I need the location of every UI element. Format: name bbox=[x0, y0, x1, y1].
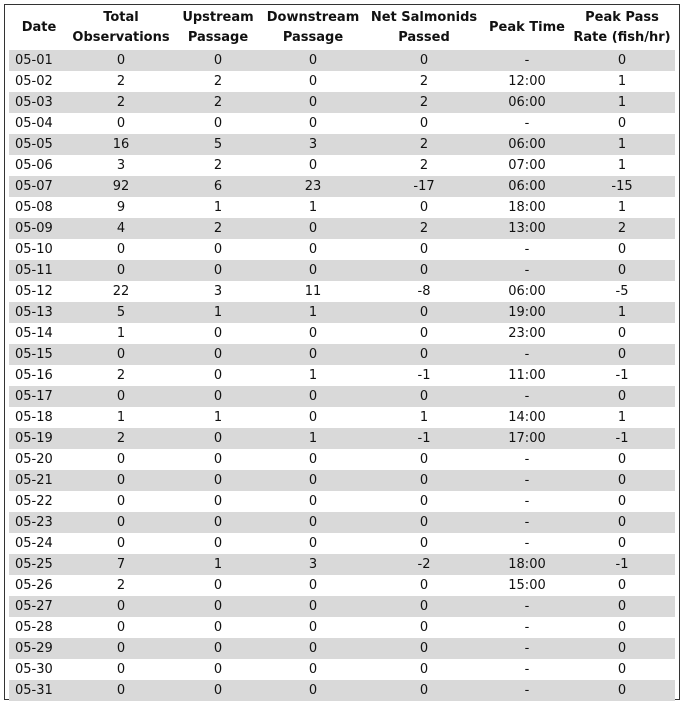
cell-peak-pass-rate: 0 bbox=[569, 575, 675, 596]
cell-upstream-passage: 0 bbox=[173, 344, 263, 365]
cell-peak-time: 06:00 bbox=[485, 281, 569, 302]
cell-date: 05-14 bbox=[9, 323, 69, 344]
cell-upstream-passage: 0 bbox=[173, 680, 263, 701]
cell-net-salmonids: -1 bbox=[363, 428, 485, 449]
table-row bbox=[9, 407, 675, 428]
cell-upstream-passage: 2 bbox=[173, 218, 263, 239]
cell-peak-pass-rate: 0 bbox=[569, 344, 675, 365]
cell-total-observations: 92 bbox=[69, 176, 173, 197]
cell-downstream-passage: 0 bbox=[263, 533, 363, 554]
header-total-observations bbox=[69, 6, 173, 50]
cell-downstream-passage: 0 bbox=[263, 260, 363, 281]
cell-downstream-passage: 0 bbox=[263, 512, 363, 533]
cell-total-observations: 2 bbox=[69, 71, 173, 92]
header-upstream-line1: Upstream bbox=[182, 10, 254, 25]
table-row bbox=[9, 155, 675, 176]
cell-total-observations: 2 bbox=[69, 92, 173, 113]
header-rate-line2: Rate (fish/hr) bbox=[573, 30, 671, 45]
cell-peak-pass-rate: -1 bbox=[569, 365, 675, 386]
cell-peak-pass-rate: 0 bbox=[569, 470, 675, 491]
cell-peak-time: - bbox=[485, 260, 569, 281]
cell-downstream-passage: 0 bbox=[263, 92, 363, 113]
cell-date: 05-19 bbox=[9, 428, 69, 449]
cell-peak-pass-rate: 1 bbox=[569, 302, 675, 323]
cell-peak-pass-rate: 0 bbox=[569, 617, 675, 638]
cell-total-observations: 2 bbox=[69, 575, 173, 596]
cell-downstream-passage: 0 bbox=[263, 575, 363, 596]
cell-downstream-passage: 0 bbox=[263, 50, 363, 71]
cell-downstream-passage: 3 bbox=[263, 134, 363, 155]
cell-upstream-passage: 1 bbox=[173, 407, 263, 428]
cell-peak-pass-rate: 0 bbox=[569, 239, 675, 260]
cell-peak-time: 06:00 bbox=[485, 134, 569, 155]
cell-peak-pass-rate: 0 bbox=[569, 638, 675, 659]
cell-total-observations: 0 bbox=[69, 596, 173, 617]
cell-peak-pass-rate: 1 bbox=[569, 407, 675, 428]
header-date-label: Date bbox=[21, 20, 57, 35]
cell-date: 05-25 bbox=[9, 554, 69, 575]
cell-upstream-passage: 1 bbox=[173, 554, 263, 575]
cell-peak-pass-rate: 0 bbox=[569, 260, 675, 281]
header-net-line1: Net Salmonids bbox=[370, 10, 478, 25]
cell-downstream-passage: 1 bbox=[263, 302, 363, 323]
cell-peak-time: - bbox=[485, 449, 569, 470]
cell-peak-time: 06:00 bbox=[485, 176, 569, 197]
cell-downstream-passage: 0 bbox=[263, 596, 363, 617]
cell-net-salmonids: 0 bbox=[363, 533, 485, 554]
cell-upstream-passage: 2 bbox=[173, 92, 263, 113]
cell-peak-time: - bbox=[485, 680, 569, 701]
cell-total-observations: 22 bbox=[69, 281, 173, 302]
table-row bbox=[9, 113, 675, 134]
cell-net-salmonids: 0 bbox=[363, 638, 485, 659]
cell-date: 05-01 bbox=[9, 50, 69, 71]
cell-upstream-passage: 3 bbox=[173, 281, 263, 302]
cell-net-salmonids: 0 bbox=[363, 344, 485, 365]
header-peak-pass-rate bbox=[569, 6, 675, 50]
cell-downstream-passage: 0 bbox=[263, 638, 363, 659]
header-downstream-passage bbox=[263, 6, 363, 50]
cell-downstream-passage: 0 bbox=[263, 323, 363, 344]
cell-total-observations: 0 bbox=[69, 344, 173, 365]
cell-net-salmonids: 2 bbox=[363, 71, 485, 92]
cell-total-observations: 0 bbox=[69, 491, 173, 512]
cell-net-salmonids: -8 bbox=[363, 281, 485, 302]
cell-peak-pass-rate: -15 bbox=[569, 176, 675, 197]
cell-date: 05-27 bbox=[9, 596, 69, 617]
cell-upstream-passage: 0 bbox=[173, 323, 263, 344]
cell-upstream-passage: 0 bbox=[173, 365, 263, 386]
cell-peak-time: - bbox=[485, 50, 569, 71]
cell-peak-pass-rate: 0 bbox=[569, 680, 675, 701]
cell-net-salmonids: 0 bbox=[363, 680, 485, 701]
cell-upstream-passage: 0 bbox=[173, 449, 263, 470]
cell-upstream-passage: 6 bbox=[173, 176, 263, 197]
cell-peak-time: 15:00 bbox=[485, 575, 569, 596]
cell-peak-pass-rate: -1 bbox=[569, 554, 675, 575]
cell-upstream-passage: 0 bbox=[173, 659, 263, 680]
table-row bbox=[9, 386, 675, 407]
cell-peak-pass-rate: 0 bbox=[569, 659, 675, 680]
table-row bbox=[9, 491, 675, 512]
header-date bbox=[9, 6, 69, 50]
cell-upstream-passage: 0 bbox=[173, 491, 263, 512]
cell-net-salmonids: 0 bbox=[363, 491, 485, 512]
cell-net-salmonids: 0 bbox=[363, 50, 485, 71]
cell-downstream-passage: 0 bbox=[263, 659, 363, 680]
passage-table bbox=[9, 6, 675, 701]
table-row bbox=[9, 260, 675, 281]
cell-total-observations: 0 bbox=[69, 50, 173, 71]
cell-net-salmonids: 0 bbox=[363, 323, 485, 344]
cell-date: 05-04 bbox=[9, 113, 69, 134]
cell-upstream-passage: 0 bbox=[173, 638, 263, 659]
cell-total-observations: 0 bbox=[69, 449, 173, 470]
cell-date: 05-20 bbox=[9, 449, 69, 470]
cell-total-observations: 0 bbox=[69, 680, 173, 701]
cell-peak-pass-rate: 0 bbox=[569, 512, 675, 533]
cell-downstream-passage: 0 bbox=[263, 386, 363, 407]
header-peak-time-label: Peak Time bbox=[489, 20, 565, 35]
cell-peak-pass-rate: 0 bbox=[569, 386, 675, 407]
cell-net-salmonids: 0 bbox=[363, 197, 485, 218]
cell-date: 05-11 bbox=[9, 260, 69, 281]
cell-upstream-passage: 1 bbox=[173, 302, 263, 323]
table-row bbox=[9, 365, 675, 386]
cell-downstream-passage: 0 bbox=[263, 218, 363, 239]
cell-date: 05-31 bbox=[9, 680, 69, 701]
cell-total-observations: 0 bbox=[69, 533, 173, 554]
cell-date: 05-07 bbox=[9, 176, 69, 197]
table-row bbox=[9, 638, 675, 659]
header-net-salmonids bbox=[363, 6, 485, 50]
table-row bbox=[9, 680, 675, 701]
cell-net-salmonids: 0 bbox=[363, 659, 485, 680]
cell-total-observations: 1 bbox=[69, 323, 173, 344]
table-body bbox=[9, 50, 675, 701]
cell-peak-pass-rate: 1 bbox=[569, 71, 675, 92]
cell-downstream-passage: 0 bbox=[263, 617, 363, 638]
cell-total-observations: 3 bbox=[69, 155, 173, 176]
table-row bbox=[9, 512, 675, 533]
table-row bbox=[9, 323, 675, 344]
cell-peak-pass-rate: 0 bbox=[569, 50, 675, 71]
cell-peak-time: - bbox=[485, 596, 569, 617]
header-total-line2: Observations bbox=[72, 30, 170, 45]
cell-peak-time: 14:00 bbox=[485, 407, 569, 428]
cell-net-salmonids: 0 bbox=[363, 260, 485, 281]
cell-net-salmonids: 0 bbox=[363, 239, 485, 260]
cell-total-observations: 0 bbox=[69, 113, 173, 134]
cell-net-salmonids: 0 bbox=[363, 113, 485, 134]
table-row bbox=[9, 197, 675, 218]
table-row bbox=[9, 302, 675, 323]
cell-total-observations: 2 bbox=[69, 428, 173, 449]
cell-date: 05-12 bbox=[9, 281, 69, 302]
cell-net-salmonids: -17 bbox=[363, 176, 485, 197]
table-header bbox=[9, 6, 675, 50]
cell-upstream-passage: 5 bbox=[173, 134, 263, 155]
cell-upstream-passage: 0 bbox=[173, 470, 263, 491]
cell-total-observations: 0 bbox=[69, 260, 173, 281]
cell-net-salmonids: 2 bbox=[363, 218, 485, 239]
cell-peak-time: - bbox=[485, 470, 569, 491]
cell-upstream-passage: 0 bbox=[173, 596, 263, 617]
cell-peak-time: - bbox=[485, 659, 569, 680]
table-row bbox=[9, 554, 675, 575]
cell-upstream-passage: 0 bbox=[173, 512, 263, 533]
table-row bbox=[9, 50, 675, 71]
cell-net-salmonids: -2 bbox=[363, 554, 485, 575]
cell-net-salmonids: 0 bbox=[363, 470, 485, 491]
cell-upstream-passage: 0 bbox=[173, 617, 263, 638]
table-row bbox=[9, 92, 675, 113]
cell-peak-time: 23:00 bbox=[485, 323, 569, 344]
cell-peak-time: - bbox=[485, 638, 569, 659]
cell-total-observations: 7 bbox=[69, 554, 173, 575]
cell-peak-time: - bbox=[485, 533, 569, 554]
cell-date: 05-23 bbox=[9, 512, 69, 533]
cell-date: 05-18 bbox=[9, 407, 69, 428]
table-row bbox=[9, 134, 675, 155]
cell-peak-time: 19:00 bbox=[485, 302, 569, 323]
table-row bbox=[9, 344, 675, 365]
cell-peak-time: - bbox=[485, 113, 569, 134]
table-row bbox=[9, 281, 675, 302]
cell-date: 05-16 bbox=[9, 365, 69, 386]
cell-peak-pass-rate: 0 bbox=[569, 113, 675, 134]
cell-peak-time: 18:00 bbox=[485, 554, 569, 575]
cell-net-salmonids: 0 bbox=[363, 575, 485, 596]
cell-net-salmonids: 2 bbox=[363, 92, 485, 113]
cell-peak-pass-rate: 0 bbox=[569, 491, 675, 512]
table-row bbox=[9, 449, 675, 470]
cell-downstream-passage: 11 bbox=[263, 281, 363, 302]
cell-upstream-passage: 0 bbox=[173, 428, 263, 449]
cell-peak-time: - bbox=[485, 491, 569, 512]
cell-downstream-passage: 3 bbox=[263, 554, 363, 575]
table-row bbox=[9, 176, 675, 197]
table-frame bbox=[4, 4, 680, 700]
header-net-line2: Passed bbox=[398, 30, 450, 45]
cell-downstream-passage: 0 bbox=[263, 239, 363, 260]
cell-peak-time: 06:00 bbox=[485, 92, 569, 113]
cell-peak-time: - bbox=[485, 239, 569, 260]
cell-downstream-passage: 0 bbox=[263, 680, 363, 701]
cell-total-observations: 1 bbox=[69, 407, 173, 428]
cell-date: 05-02 bbox=[9, 71, 69, 92]
table-row bbox=[9, 470, 675, 491]
cell-peak-pass-rate: -1 bbox=[569, 428, 675, 449]
cell-date: 05-29 bbox=[9, 638, 69, 659]
header-downstream-line1: Downstream bbox=[266, 10, 360, 25]
cell-downstream-passage: 0 bbox=[263, 113, 363, 134]
cell-date: 05-09 bbox=[9, 218, 69, 239]
table-row bbox=[9, 428, 675, 449]
cell-date: 05-26 bbox=[9, 575, 69, 596]
cell-total-observations: 0 bbox=[69, 617, 173, 638]
cell-net-salmonids: 2 bbox=[363, 134, 485, 155]
cell-net-salmonids: 2 bbox=[363, 155, 485, 176]
header-row bbox=[9, 6, 675, 50]
cell-net-salmonids: 0 bbox=[363, 449, 485, 470]
cell-net-salmonids: 0 bbox=[363, 512, 485, 533]
cell-upstream-passage: 1 bbox=[173, 197, 263, 218]
cell-total-observations: 0 bbox=[69, 386, 173, 407]
cell-upstream-passage: 2 bbox=[173, 155, 263, 176]
cell-downstream-passage: 0 bbox=[263, 470, 363, 491]
cell-peak-pass-rate: 1 bbox=[569, 197, 675, 218]
cell-peak-time: 07:00 bbox=[485, 155, 569, 176]
cell-peak-pass-rate: -5 bbox=[569, 281, 675, 302]
cell-total-observations: 16 bbox=[69, 134, 173, 155]
cell-peak-time: - bbox=[485, 386, 569, 407]
cell-date: 05-08 bbox=[9, 197, 69, 218]
cell-total-observations: 0 bbox=[69, 470, 173, 491]
cell-upstream-passage: 2 bbox=[173, 71, 263, 92]
table-row bbox=[9, 533, 675, 554]
cell-downstream-passage: 1 bbox=[263, 428, 363, 449]
cell-peak-pass-rate: 1 bbox=[569, 134, 675, 155]
cell-upstream-passage: 0 bbox=[173, 260, 263, 281]
cell-date: 05-03 bbox=[9, 92, 69, 113]
cell-upstream-passage: 0 bbox=[173, 50, 263, 71]
cell-date: 05-10 bbox=[9, 239, 69, 260]
cell-downstream-passage: 1 bbox=[263, 365, 363, 386]
cell-total-observations: 5 bbox=[69, 302, 173, 323]
cell-date: 05-05 bbox=[9, 134, 69, 155]
header-upstream-line2: Passage bbox=[187, 30, 249, 45]
cell-downstream-passage: 0 bbox=[263, 71, 363, 92]
cell-peak-time: 18:00 bbox=[485, 197, 569, 218]
cell-date: 05-17 bbox=[9, 386, 69, 407]
cell-total-observations: 0 bbox=[69, 638, 173, 659]
cell-net-salmonids: 0 bbox=[363, 386, 485, 407]
cell-peak-pass-rate: 0 bbox=[569, 323, 675, 344]
cell-net-salmonids: 1 bbox=[363, 407, 485, 428]
cell-net-salmonids: -1 bbox=[363, 365, 485, 386]
cell-peak-time: - bbox=[485, 617, 569, 638]
cell-downstream-passage: 0 bbox=[263, 449, 363, 470]
cell-date: 05-21 bbox=[9, 470, 69, 491]
cell-peak-pass-rate: 1 bbox=[569, 155, 675, 176]
cell-downstream-passage: 0 bbox=[263, 155, 363, 176]
cell-total-observations: 2 bbox=[69, 365, 173, 386]
cell-total-observations: 4 bbox=[69, 218, 173, 239]
cell-peak-time: - bbox=[485, 344, 569, 365]
cell-net-salmonids: 0 bbox=[363, 617, 485, 638]
cell-net-salmonids: 0 bbox=[363, 596, 485, 617]
cell-peak-pass-rate: 0 bbox=[569, 449, 675, 470]
cell-total-observations: 0 bbox=[69, 239, 173, 260]
cell-date: 05-15 bbox=[9, 344, 69, 365]
table-row bbox=[9, 218, 675, 239]
header-peak-time bbox=[485, 6, 569, 50]
table-row bbox=[9, 617, 675, 638]
header-upstream-passage bbox=[173, 6, 263, 50]
cell-peak-time: 11:00 bbox=[485, 365, 569, 386]
cell-upstream-passage: 0 bbox=[173, 113, 263, 134]
cell-downstream-passage: 0 bbox=[263, 407, 363, 428]
cell-date: 05-28 bbox=[9, 617, 69, 638]
header-total-line1: Total bbox=[103, 10, 139, 25]
cell-peak-time: 13:00 bbox=[485, 218, 569, 239]
cell-downstream-passage: 0 bbox=[263, 491, 363, 512]
header-rate-line1: Peak Pass bbox=[585, 10, 659, 25]
table-row bbox=[9, 71, 675, 92]
cell-peak-pass-rate: 0 bbox=[569, 533, 675, 554]
cell-downstream-passage: 1 bbox=[263, 197, 363, 218]
cell-net-salmonids: 0 bbox=[363, 302, 485, 323]
cell-date: 05-22 bbox=[9, 491, 69, 512]
cell-peak-time: 12:00 bbox=[485, 71, 569, 92]
cell-date: 05-06 bbox=[9, 155, 69, 176]
table-row bbox=[9, 239, 675, 260]
cell-date: 05-30 bbox=[9, 659, 69, 680]
cell-date: 05-24 bbox=[9, 533, 69, 554]
table-row bbox=[9, 659, 675, 680]
table-row bbox=[9, 596, 675, 617]
cell-peak-pass-rate: 2 bbox=[569, 218, 675, 239]
cell-total-observations: 9 bbox=[69, 197, 173, 218]
cell-peak-time: - bbox=[485, 512, 569, 533]
header-downstream-line2: Passage bbox=[282, 30, 344, 45]
cell-total-observations: 0 bbox=[69, 659, 173, 680]
cell-upstream-passage: 0 bbox=[173, 386, 263, 407]
cell-downstream-passage: 23 bbox=[263, 176, 363, 197]
cell-peak-time: 17:00 bbox=[485, 428, 569, 449]
cell-upstream-passage: 0 bbox=[173, 575, 263, 596]
cell-date: 05-13 bbox=[9, 302, 69, 323]
cell-peak-pass-rate: 0 bbox=[569, 596, 675, 617]
cell-upstream-passage: 0 bbox=[173, 239, 263, 260]
cell-downstream-passage: 0 bbox=[263, 344, 363, 365]
cell-peak-pass-rate: 1 bbox=[569, 92, 675, 113]
cell-total-observations: 0 bbox=[69, 512, 173, 533]
cell-upstream-passage: 0 bbox=[173, 533, 263, 554]
table-row bbox=[9, 575, 675, 596]
